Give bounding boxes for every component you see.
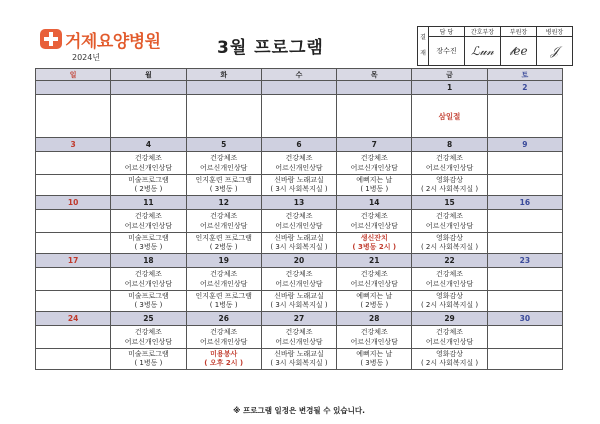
date-cell: 28 [337, 312, 412, 326]
program-title: 신바람 노래교실 [274, 234, 324, 242]
date-cell: 11 [111, 196, 186, 210]
program-cell [412, 326, 487, 349]
program-activity: 어르신개인상담 [124, 164, 173, 172]
program-location: ( 3시 사회복지실 ) [270, 359, 328, 367]
program-location: ( 3병동 ) [134, 243, 163, 251]
date-cell: 16 [487, 196, 562, 210]
date-cell: 24 [36, 312, 111, 326]
program-location: ( 2병동 ) [360, 301, 389, 309]
approval-side-label: 결 재 [418, 27, 429, 66]
program-row [36, 326, 563, 349]
approval-sign-nursing: ℒ𝓊𝓃 [465, 37, 501, 66]
program-location: ( 2시 사회복지실 ) [420, 301, 479, 309]
program-cell [261, 291, 336, 312]
program-activity: 어르신개인상담 [425, 280, 474, 288]
date-cell [36, 81, 111, 95]
program-calendar [35, 68, 563, 370]
program-location: ( 2시 사회복지실 ) [420, 243, 479, 251]
program-cell [412, 152, 487, 175]
program-cell [261, 349, 336, 370]
program-location: ( 1병동 ) [360, 185, 389, 193]
empty-cell [487, 152, 562, 175]
approval-role: 담 당 [429, 27, 465, 37]
program-activity: 건강체조 [210, 270, 238, 278]
program-cell [111, 268, 186, 291]
program-activity: 건강체조 [285, 328, 313, 336]
program-cell [412, 291, 487, 312]
footer-note: ※ 프로그램 일정은 변경될 수 있습니다. [233, 406, 365, 415]
empty-cell [36, 268, 111, 291]
hospital-logo [40, 27, 161, 51]
empty-cell [487, 95, 562, 138]
date-cell: 7 [337, 138, 412, 152]
weekday-mon: 월 [111, 69, 186, 81]
program-cell [337, 175, 412, 196]
date-row [36, 196, 563, 210]
program-location: ( 3병동 2시 ) [352, 243, 397, 251]
empty-cell [487, 349, 562, 370]
date-row [36, 254, 563, 268]
empty-cell [487, 268, 562, 291]
program-activity: 어르신개인상담 [200, 222, 248, 230]
empty-cell [337, 95, 412, 138]
program-activity: 건강체조 [134, 328, 162, 336]
date-cell: 22 [412, 254, 487, 268]
date-cell: 29 [412, 312, 487, 326]
page-title: 3월 프로그램 [217, 38, 324, 58]
program-cell [186, 175, 261, 196]
program-location: ( 2병동 ) [134, 185, 163, 193]
date-cell: 8 [412, 138, 487, 152]
empty-cell [487, 291, 562, 312]
approval-role: 병원장 [537, 27, 573, 37]
program-activity: 어르신개인상담 [275, 164, 323, 172]
empty-cell [36, 233, 111, 254]
program-cell [186, 326, 261, 349]
approval-role: 간호부장 [465, 27, 501, 37]
program-activity: 건강체조 [285, 154, 313, 162]
program-activity: 건강체조 [360, 270, 388, 278]
program-cell [111, 175, 186, 196]
empty-cell [261, 95, 336, 138]
program-title: 인지훈련 프로그램 [195, 176, 252, 184]
program-cell [337, 233, 412, 254]
program-location: ( 3병동 ) [360, 359, 389, 367]
program-activity: 건강체조 [360, 212, 388, 220]
empty-cell [36, 95, 111, 138]
date-row [36, 81, 563, 95]
program-location: ( 오후 2시 ) [204, 359, 244, 367]
program-title: 미술프로그램 [128, 350, 169, 358]
program-cell [111, 291, 186, 312]
program-cell [186, 291, 261, 312]
date-cell: 4 [111, 138, 186, 152]
program-cell [186, 349, 261, 370]
program-activity: 어르신개인상담 [350, 222, 398, 230]
date-row [36, 138, 563, 152]
date-cell: 23 [487, 254, 562, 268]
date-cell: 27 [261, 312, 336, 326]
weekday-fri: 금 [412, 69, 487, 81]
program-title: 인지훈련 프로그램 [195, 292, 252, 300]
program-cell [111, 326, 186, 349]
date-cell [111, 81, 186, 95]
date-cell: 19 [186, 254, 261, 268]
program-activity: 건강체조 [285, 270, 313, 278]
empty-cell [36, 326, 111, 349]
program-activity: 건강체조 [285, 212, 313, 220]
date-cell: 21 [337, 254, 412, 268]
program-cell [186, 233, 261, 254]
date-cell [337, 81, 412, 95]
year-label: 2024년 [72, 53, 101, 62]
program-activity: 어르신개인상담 [350, 164, 398, 172]
program-activity: 건강체조 [436, 154, 464, 162]
approval-box [417, 26, 573, 66]
program-cell [261, 210, 336, 233]
program-location: ( 3병동 ) [134, 301, 163, 309]
program-location: ( 2시 사회복지실 ) [420, 185, 479, 193]
date-cell: 17 [36, 254, 111, 268]
date-cell: 30 [487, 312, 562, 326]
approval-sign-staff: 장수진 [429, 37, 465, 66]
empty-cell [36, 175, 111, 196]
approval-sign-director: 𝒥 [537, 37, 573, 66]
empty-cell [36, 291, 111, 312]
program-cell [111, 152, 186, 175]
empty-cell [111, 95, 186, 138]
program-title: 예뻐지는 날 [356, 176, 393, 184]
program-activity: 어르신개인상담 [425, 164, 474, 172]
program-cell [261, 268, 336, 291]
weekday-sun: 일 [36, 69, 111, 81]
program-title: 신바람 노래교실 [274, 292, 324, 300]
program-cell [186, 210, 261, 233]
program-location: ( 3시 사회복지실 ) [270, 185, 328, 193]
approval-sign-vice: 𝓁𝑒𝑒 [501, 37, 537, 66]
program-cell [412, 349, 487, 370]
weekday-tue: 화 [186, 69, 261, 81]
date-cell: 26 [186, 312, 261, 326]
program-location: ( 2시 사회복지실 ) [420, 359, 479, 367]
date-cell: 12 [186, 196, 261, 210]
program-cell [261, 175, 336, 196]
program-location: ( 2병동 ) [209, 243, 238, 251]
date-cell: 9 [487, 138, 562, 152]
program-title: 미술프로그램 [128, 234, 169, 242]
program-row [36, 349, 563, 370]
program-activity: 건강체조 [134, 212, 162, 220]
program-location: ( 3병동 ) [209, 185, 238, 193]
date-row [36, 312, 563, 326]
date-cell: 5 [186, 138, 261, 152]
program-location: ( 1병동 ) [209, 301, 238, 309]
program-title: 미용봉사 [210, 350, 238, 358]
program-row [36, 95, 563, 138]
medical-cross-icon [40, 29, 62, 49]
empty-cell [487, 326, 562, 349]
weekday-wed: 수 [261, 69, 336, 81]
program-row [36, 210, 563, 233]
program-row [36, 268, 563, 291]
empty-cell [36, 349, 111, 370]
date-cell: 18 [111, 254, 186, 268]
program-activity: 건강체조 [210, 212, 238, 220]
program-activity: 어르신개인상담 [200, 280, 248, 288]
date-cell: 1 [412, 81, 487, 95]
program-activity: 어르신개인상담 [275, 280, 323, 288]
date-cell: 15 [412, 196, 487, 210]
program-activity: 어르신개인상담 [425, 222, 474, 230]
program-activity: 건강체조 [360, 154, 388, 162]
program-activity: 건강체조 [134, 270, 162, 278]
holiday-label: 삼일절 [412, 95, 487, 138]
weekday-header-row [36, 69, 563, 81]
program-activity: 어르신개인상담 [200, 164, 248, 172]
date-cell: 3 [36, 138, 111, 152]
program-activity: 건강체조 [360, 328, 388, 336]
program-cell [337, 349, 412, 370]
program-row [36, 233, 563, 254]
program-activity: 어르신개인상담 [275, 338, 323, 346]
program-cell [337, 291, 412, 312]
program-activity: 어르신개인상담 [124, 280, 173, 288]
empty-cell [36, 210, 111, 233]
program-row [36, 152, 563, 175]
date-cell: 10 [36, 196, 111, 210]
program-cell [337, 210, 412, 233]
date-cell [261, 81, 336, 95]
program-row [36, 291, 563, 312]
program-cell [412, 210, 487, 233]
date-cell: 13 [261, 196, 336, 210]
date-cell: 6 [261, 138, 336, 152]
program-activity: 어르신개인상담 [275, 222, 323, 230]
date-cell [186, 81, 261, 95]
program-title: 영화감상 [436, 176, 464, 184]
program-title: 미술프로그램 [128, 176, 169, 184]
program-location: ( 3시 사회복지실 ) [270, 301, 328, 309]
program-cell [337, 268, 412, 291]
hospital-name: 거제요양병원 [65, 31, 161, 52]
program-activity: 어르신개인상담 [350, 280, 398, 288]
program-title: 신바람 노래교실 [274, 350, 324, 358]
program-title: 영화감상 [436, 234, 464, 242]
program-cell [337, 152, 412, 175]
date-cell: 2 [487, 81, 562, 95]
program-activity: 건강체조 [436, 270, 464, 278]
program-cell [111, 233, 186, 254]
empty-cell [487, 175, 562, 196]
program-row [36, 175, 563, 196]
weekday-sat: 토 [487, 69, 562, 81]
program-activity: 건강체조 [210, 328, 238, 336]
program-cell [412, 268, 487, 291]
program-cell [261, 152, 336, 175]
program-cell [111, 349, 186, 370]
program-location: ( 3시 사회복지실 ) [270, 243, 328, 251]
date-cell: 25 [111, 312, 186, 326]
program-title: 생신잔치 [360, 234, 388, 242]
empty-cell [186, 95, 261, 138]
program-title: 인지훈련 프로그램 [195, 234, 252, 242]
approval-role: 부원장 [501, 27, 537, 37]
program-activity: 건강체조 [134, 154, 162, 162]
program-location: ( 1병동 ) [134, 359, 163, 367]
program-activity: 건강체조 [436, 212, 464, 220]
program-cell [337, 326, 412, 349]
program-title: 신바람 노래교실 [274, 176, 324, 184]
program-activity: 어르신개인상담 [350, 338, 398, 346]
program-cell [111, 210, 186, 233]
empty-cell [36, 152, 111, 175]
weekday-thu: 목 [337, 69, 412, 81]
program-cell [186, 268, 261, 291]
program-activity: 어르신개인상담 [200, 338, 248, 346]
program-activity: 어르신개인상담 [124, 338, 173, 346]
program-cell [412, 233, 487, 254]
empty-cell [487, 233, 562, 254]
date-cell: 14 [337, 196, 412, 210]
program-title: 예뻐지는 날 [356, 292, 393, 300]
program-activity: 어르신개인상담 [425, 338, 474, 346]
program-title: 영화감상 [436, 350, 464, 358]
program-cell [412, 175, 487, 196]
empty-cell [487, 210, 562, 233]
program-title: 예뻐지는 날 [356, 350, 393, 358]
date-cell: 20 [261, 254, 336, 268]
program-title: 영화감상 [436, 292, 464, 300]
program-cell [261, 326, 336, 349]
program-activity: 어르신개인상담 [124, 222, 173, 230]
program-cell [261, 233, 336, 254]
calendar-body [36, 81, 563, 370]
program-title: 미술프로그램 [128, 292, 169, 300]
program-activity: 건강체조 [436, 328, 464, 336]
program-cell [186, 152, 261, 175]
program-activity: 건강체조 [210, 154, 238, 162]
